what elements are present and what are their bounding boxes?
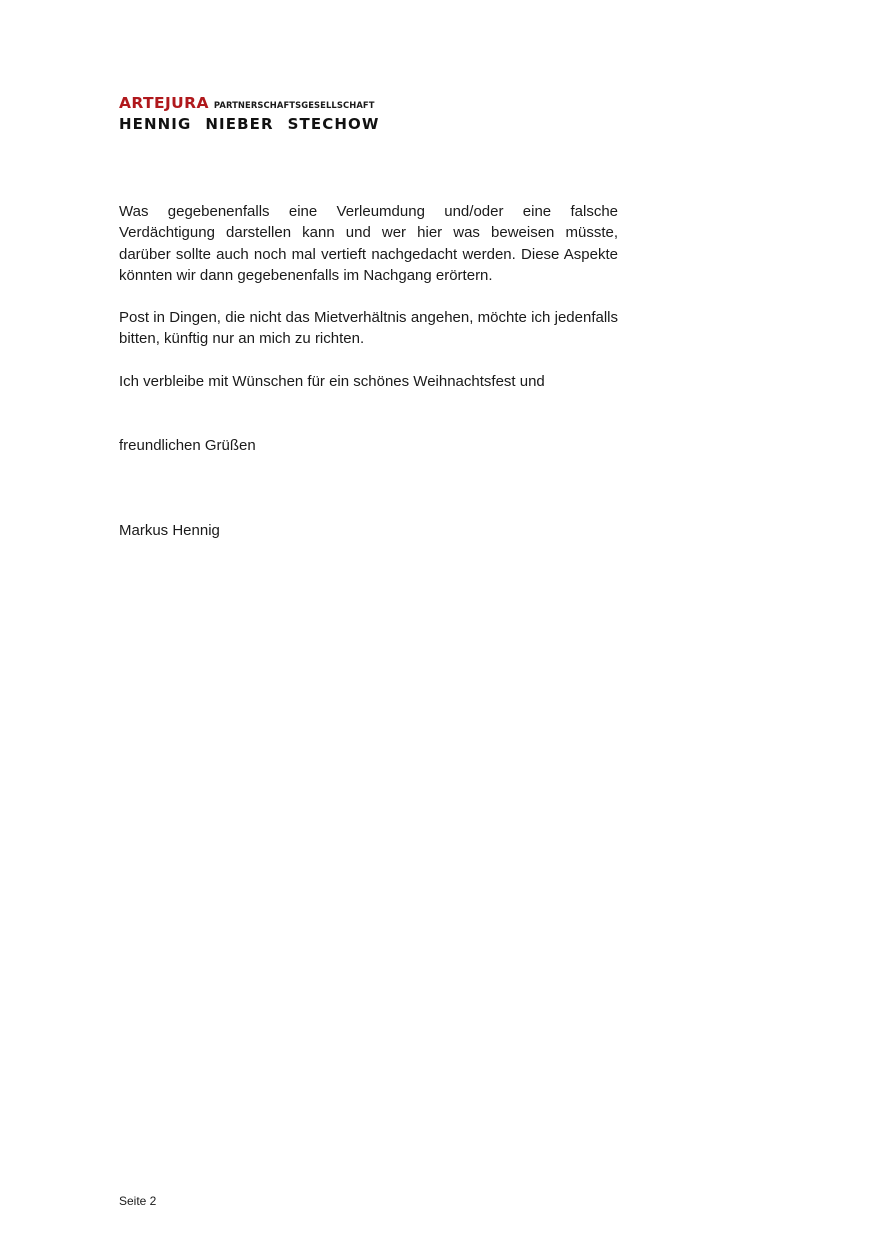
partner-name: NIEBER bbox=[205, 115, 274, 133]
letter-closing: freundlichen Grüßen bbox=[119, 437, 256, 454]
firm-partner-names bbox=[119, 114, 419, 134]
firm-legal-form: PARTNERSCHAFTSGESELLSCHAFT bbox=[213, 100, 375, 110]
letterhead-brand-row bbox=[119, 94, 419, 112]
letter-paragraph-3: Ich verbleibe mit Wünschen für ein schönes Weihnachtsfest und bbox=[119, 373, 545, 390]
letter-signature-name: Markus Hennig bbox=[119, 522, 220, 539]
partner-name: HENNIG bbox=[119, 115, 192, 133]
partner-name: STECHOW bbox=[287, 115, 380, 133]
letter-paragraph-2: Post in Dingen, die nicht das Mietverhältnis angehen, möchte ich jedenfalls bitten, künftig nur an mich zu richten. bbox=[119, 309, 618, 348]
firm-brand-name: ARTEJURA bbox=[119, 94, 209, 112]
letterhead bbox=[119, 94, 419, 134]
letter-paragraph-1: Was gegebenenfalls eine Verleumdung und/oder eine falsche Verdächtigung darstellen kann und wer hier was beweisen müsste, darüber sollte auch noch mal vertieft nachgedacht werden. Diese Aspekte könnten wir dann gegebenenfalls im Nachgang erörtern. bbox=[119, 203, 618, 284]
page-number: Seite 2 bbox=[119, 1194, 157, 1208]
